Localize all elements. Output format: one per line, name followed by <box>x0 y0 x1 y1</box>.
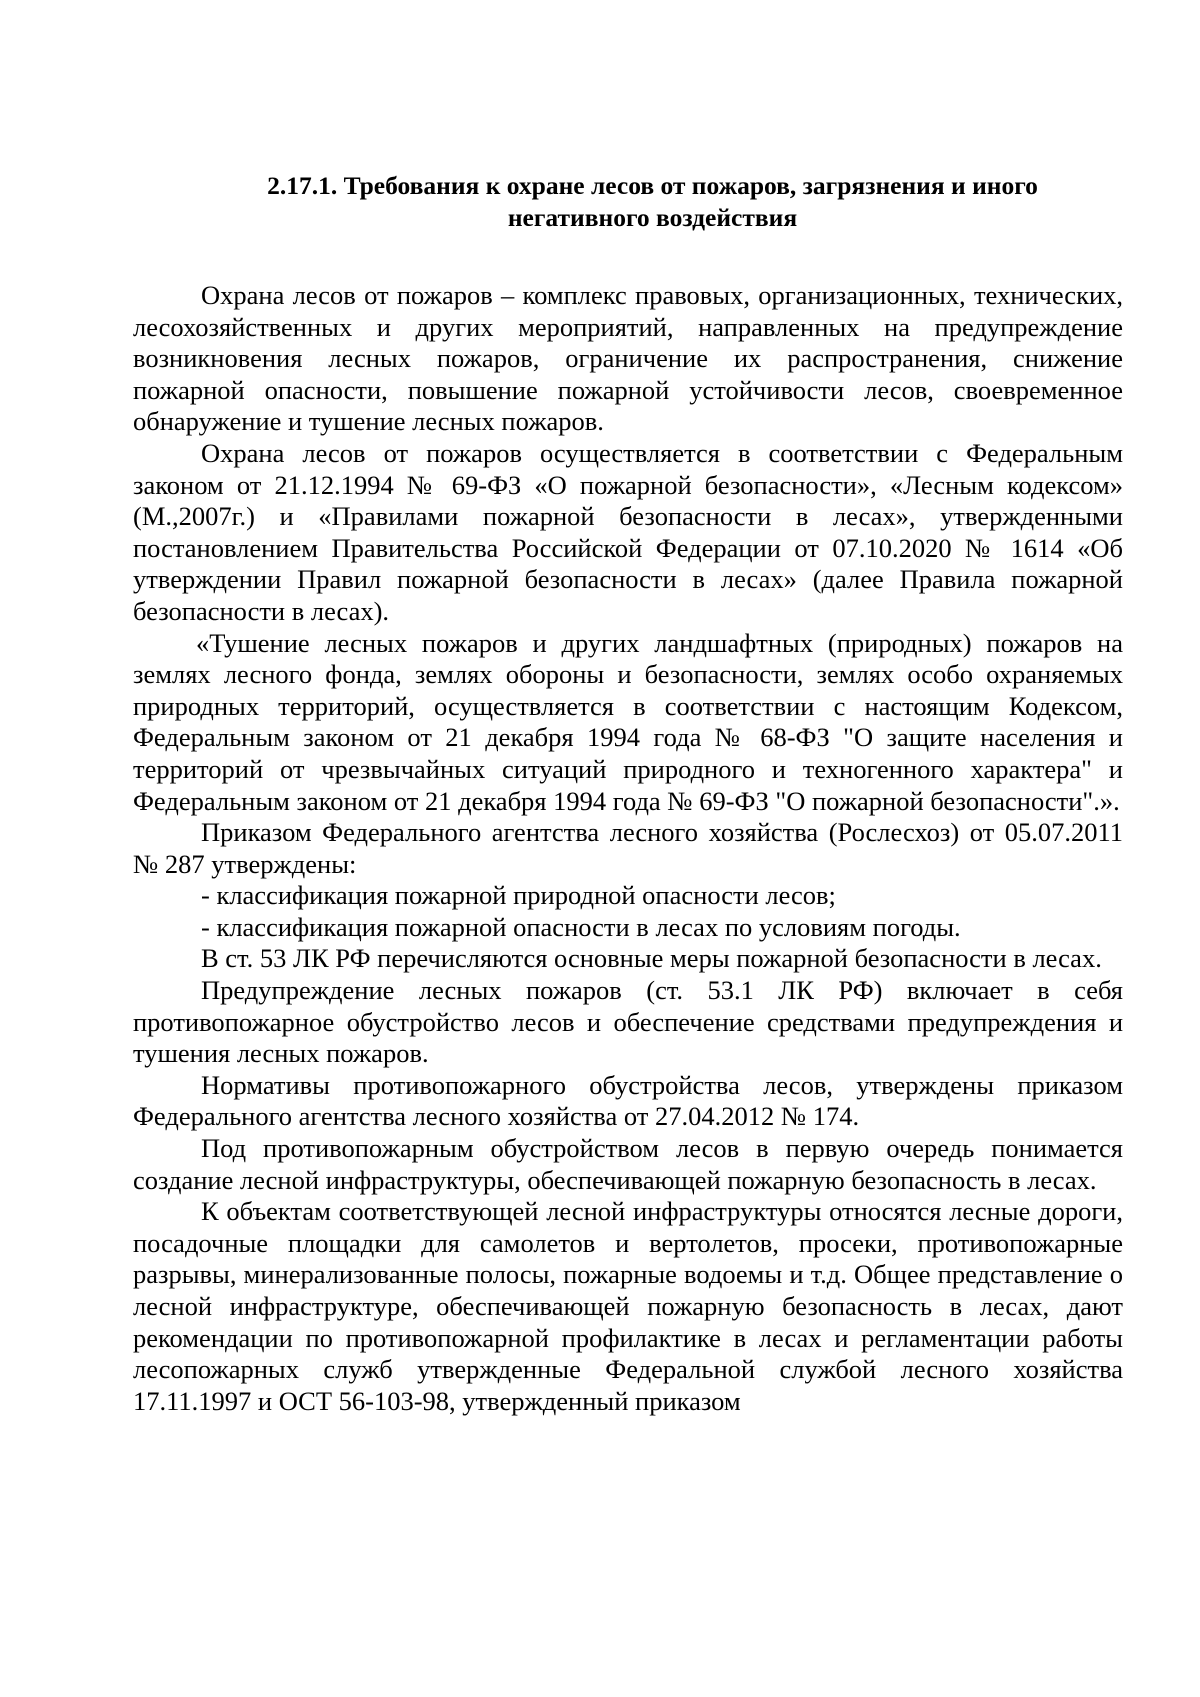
paragraph-fire-protection-definition: Охрана лесов от пожаров – комплекс правовых, организационных, технических, лесохозяйственных и других мероприятий, направленных на предупреждение возникновения лесных пожаров, ограничение их распространения, снижение пожарной опасности, повышение пожарной устойчивости лесов, своевременное обнаружение и тушение лесных пожаров. <box>133 280 1123 437</box>
paragraph-article-53: В ст. 53 ЛК РФ перечисляются основные меры пожарной безопасности в лесах. <box>201 943 1102 974</box>
paragraph-infrastructure-objects: К объектам соответствующей лесной инфраструктуры относятся лесные дороги, посадочные площадки для самолетов и вертолетов, просеки, противопожарные разрывы, минерализованные полосы, пожарные водоемы и т.д. Общее представление о лесной инфраструктуре, обеспечивающей пожарную безопасность в лесах, дают рекомендации по противопожарной профилактике в лесах и регламентации работы лесопожарных служб утвержденные Федеральной службой лесного хозяйства 17.11.1997 и ОСТ 56-103-98, утвержденный приказом <box>133 1196 1123 1416</box>
document-body <box>133 280 1123 1417</box>
list-item-natural-hazard-classification: - классификация пожарной природной опасности лесов; <box>201 880 836 911</box>
paragraph-code-quote: «Тушение лесных пожаров и других ландшафтных (природных) пожаров на землях лесного фонда, землях обороны и безопасности, землях особо охраняемых природных территорий, осуществляется в соответствии с настоящим Кодексом, Федеральным законом от 21 декабря 1994 года № 68-ФЗ "О защите населения и территорий от чрезвычайных ситуаций природного и техногенного характера" и Федеральным законом от 21 декабря 1994 года № 69-ФЗ "О пожарной безопасности".». <box>133 627 1123 816</box>
section-heading-line-2: негативного воздействия <box>507 203 798 232</box>
list-item-weather-hazard-classification: - классификация пожарной опасности в лесах по условиям погоды. <box>201 911 961 942</box>
paragraph-fire-prevention: Предупреждение лесных пожаров (ст. 53.1 ЛК РФ) включает в себя противопожарное обустройство лесов и обеспечение средствами предупреждения и тушения лесных пожаров. <box>133 975 1123 1069</box>
paragraph-rosleskhoz-order: Приказом Федерального агентства лесного хозяйства (Рослесхоз) от 05.07.2011 № 287 утверждены: <box>133 817 1123 879</box>
paragraph-legal-basis: Охрана лесов от пожаров осуществляется в соответствии с Федеральным законом от 21.12.1994 № 69-ФЗ «О пожарной безопасности», «Лесным кодексом» (М.,2007г.) и «Правилами пожарной безопасности в лесах», утвержденными постановлением Правительства Российской Федерации от 07.10.2020 № 1614 «Об утверждении Правил пожарной безопасности в лесах» (далее Правила пожарной безопасности в лесах). <box>133 437 1123 626</box>
section-heading-line-1: 2.17.1. Требования к охране лесов от пожаров, загрязнения и иного <box>267 171 1038 200</box>
paragraph-norms: Нормативы противопожарного обустройства лесов, утверждены приказом Федерального агентства лесного хозяйства от 27.04.2012 № 174. <box>133 1069 1123 1132</box>
section-heading <box>200 170 1105 234</box>
paragraph-infrastructure: Под противопожарным обустройством лесов в первую очередь понимается создание лесной инфраструктуры, обеспечивающей пожарную безопасность в лесах. <box>133 1133 1123 1195</box>
